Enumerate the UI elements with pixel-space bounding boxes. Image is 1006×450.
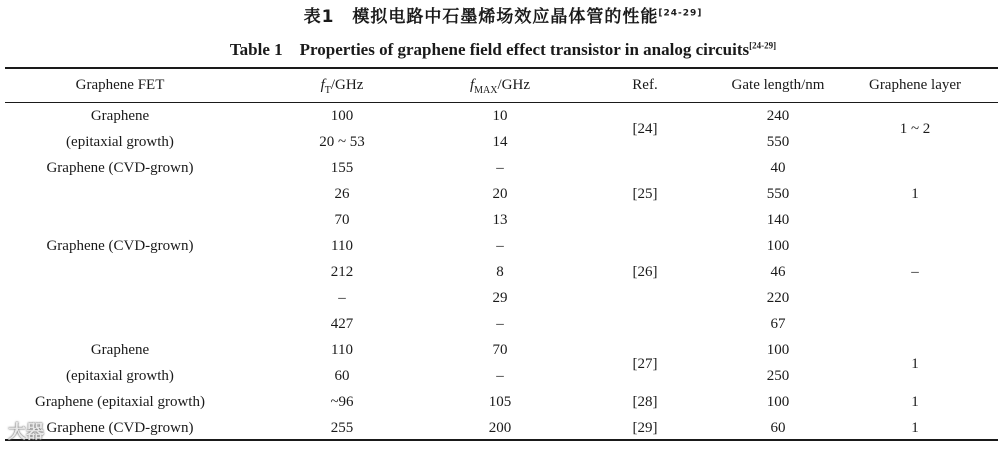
- fmax-cell: 200: [488, 420, 512, 436]
- gate-cell: 100: [766, 238, 790, 254]
- fet-label: Graphene (CVD-grown): [46, 420, 194, 436]
- header-gate-length: Gate length/nm: [731, 77, 825, 93]
- ft-cell: 100: [330, 108, 354, 124]
- ft-cell: 60: [334, 368, 350, 384]
- ft-cell: –: [338, 290, 346, 306]
- header-ref: Ref.: [632, 77, 658, 93]
- fet-label: (epitaxial growth): [66, 134, 174, 150]
- gate-cell: 240: [766, 108, 790, 124]
- ft-cell: 26: [334, 186, 350, 202]
- ref-cell: [24]: [632, 121, 658, 137]
- fmax-cell: 20: [492, 186, 508, 202]
- title-en-text: Table 1 Properties of graphene field effect transistor in analog circuits: [229, 40, 750, 59]
- fet-label: Graphene (epitaxial growth): [35, 394, 205, 410]
- header-fmax-unit: /GHz: [497, 77, 530, 93]
- ft-cell: ~96: [330, 394, 354, 410]
- gate-cell: 140: [766, 212, 790, 228]
- ft-cell: 155: [330, 160, 354, 176]
- gate-cell: 46: [770, 264, 786, 280]
- ft-cell: 110: [331, 238, 353, 254]
- table-title-en: [0, 35, 1006, 60]
- gate-cell: 550: [766, 186, 790, 202]
- gate-cell: 67: [770, 316, 786, 332]
- fmax-cell: 70: [492, 342, 508, 358]
- ft-cell: 212: [330, 264, 354, 280]
- header-fmax-sub: MAX: [474, 85, 498, 96]
- fmax-cell: 10: [492, 108, 508, 124]
- table-title-cn: [0, 2, 1006, 27]
- gate-cell: 550: [766, 134, 790, 150]
- fet-label: Graphene: [90, 342, 150, 358]
- header-ft: [292, 76, 392, 100]
- fmax-cell: –: [496, 316, 504, 332]
- gate-cell: 40: [770, 160, 786, 176]
- ft-cell: 427: [330, 316, 354, 332]
- layer-cell: –: [911, 264, 919, 280]
- top-rule: [5, 67, 998, 69]
- ft-cell: 70: [334, 212, 350, 228]
- layer-cell: 1: [911, 356, 919, 372]
- header-ft-unit: /GHz: [330, 77, 364, 93]
- ref-cell: [28]: [632, 394, 658, 410]
- gate-cell: 220: [766, 290, 790, 306]
- title-cn-text: 表1 模拟电路中石墨烯场效应晶体管的性能: [303, 7, 659, 27]
- header-rule: [5, 102, 998, 103]
- fet-label: (epitaxial growth): [66, 368, 174, 384]
- fmax-cell: –: [496, 160, 504, 176]
- ref-cell: [27]: [632, 356, 658, 372]
- watermark: 大器: [8, 422, 44, 443]
- layer-cell: 1: [911, 394, 919, 410]
- layer-cell: 1 ~ 2: [899, 121, 931, 137]
- gate-cell: 100: [766, 394, 790, 410]
- fmax-cell: 8: [496, 264, 504, 280]
- header-fmax-symbol: f: [469, 77, 475, 93]
- header-graphene-layer: Graphene layer: [868, 77, 962, 93]
- gate-cell: 100: [766, 342, 790, 358]
- ref-cell: [26]: [632, 264, 658, 280]
- title-cn-ref: [24-29]: [658, 8, 703, 19]
- ft-cell: 110: [331, 342, 353, 358]
- fet-label: Graphene: [90, 108, 150, 124]
- layer-cell: 1: [911, 420, 919, 436]
- fet-label: Graphene (CVD-grown): [46, 238, 194, 254]
- header-fmax: [450, 76, 550, 100]
- bottom-rule: [5, 439, 998, 441]
- ft-cell: 20 ~ 53: [319, 134, 365, 150]
- fmax-cell: –: [496, 368, 504, 384]
- title-en-ref: [24-29]: [749, 40, 777, 51]
- fet-label: Graphene (CVD-grown): [46, 160, 194, 176]
- fmax-cell: 14: [492, 134, 508, 150]
- fmax-cell: 105: [488, 394, 512, 410]
- ft-cell: 255: [330, 420, 354, 436]
- header-ft-sub: T: [324, 85, 331, 96]
- gate-cell: 250: [766, 368, 790, 384]
- header-ft-symbol: f: [320, 77, 325, 93]
- ref-cell: [25]: [632, 186, 658, 202]
- gate-cell: 60: [770, 420, 786, 436]
- layer-cell: 1: [911, 186, 919, 202]
- fmax-cell: –: [496, 238, 504, 254]
- fmax-cell: 29: [492, 290, 508, 306]
- ref-cell: [29]: [632, 420, 658, 436]
- fmax-cell: 13: [492, 212, 508, 228]
- header-graphene-fet: Graphene FET: [75, 77, 165, 93]
